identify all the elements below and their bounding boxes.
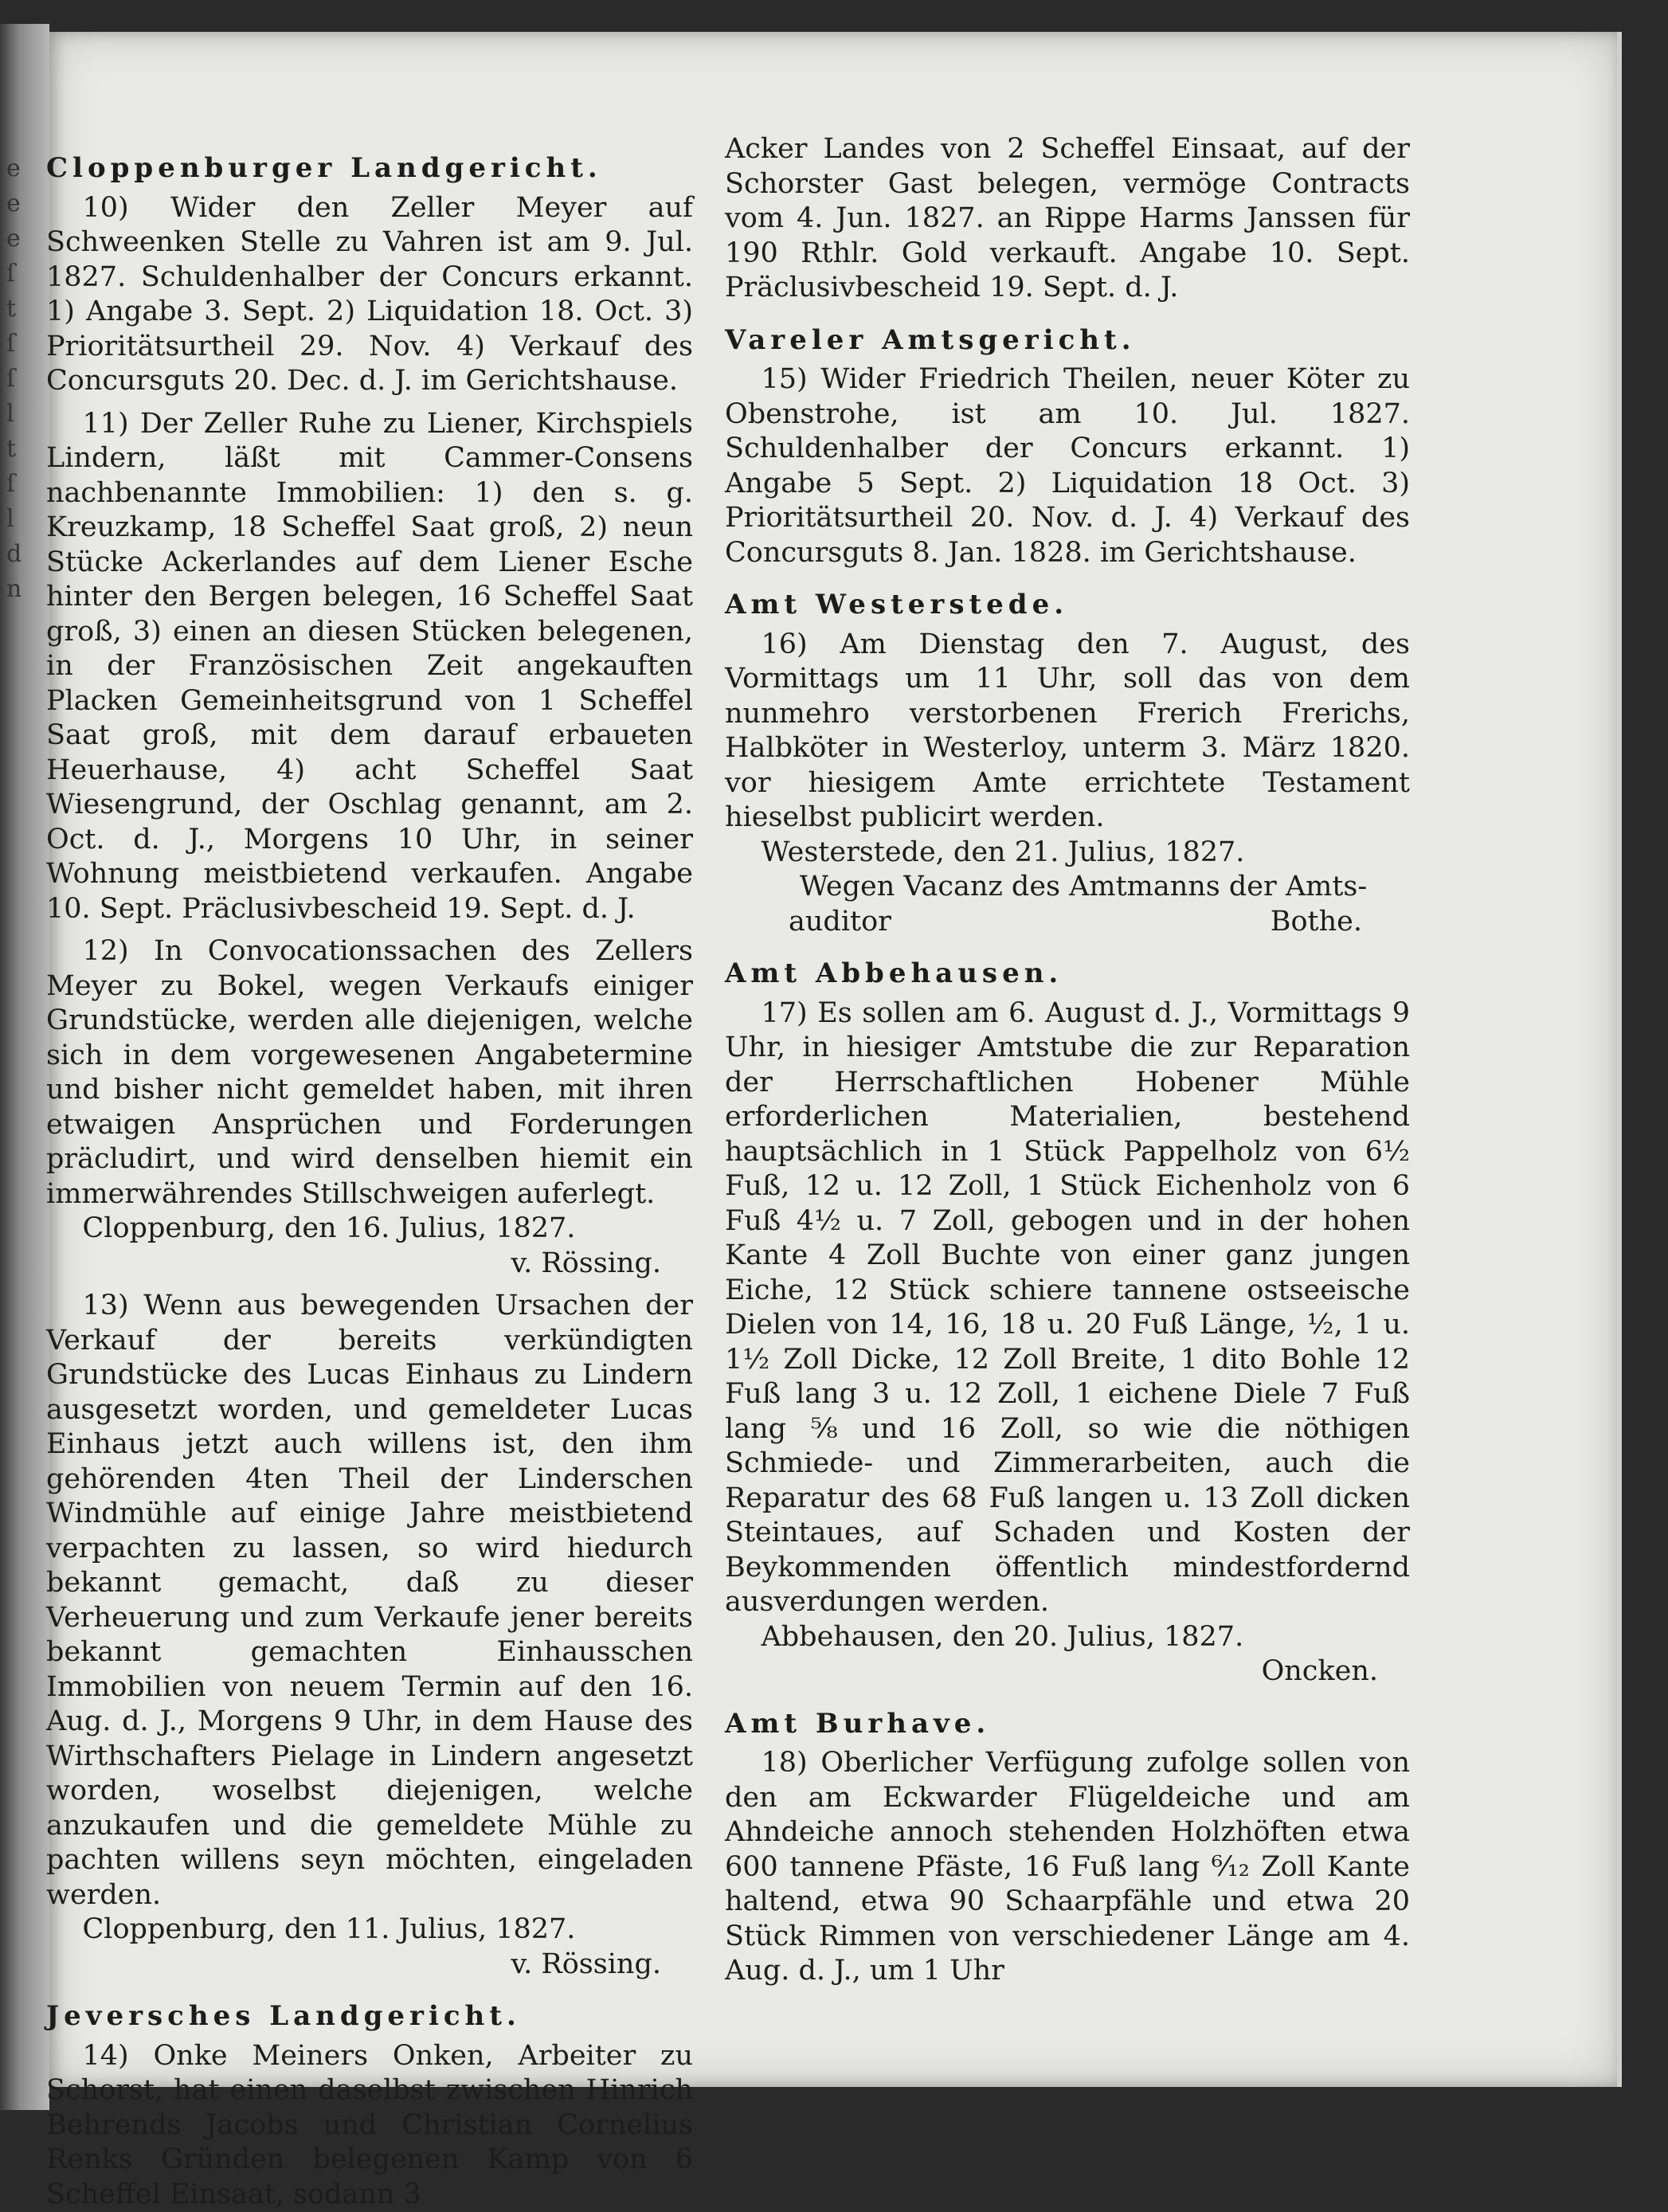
heading-burhave: Amt Burhave. (725, 1707, 1410, 1742)
notice-16-signature-row (725, 905, 1410, 940)
edge-letter: l (6, 502, 38, 537)
notice-17: 17) Es sollen am 6. August d. J., Vormittags 9 Uhr, in hiesiger Amtstube die zur Reparation der Herrschaftlichen Hobener Mühle erforderlichen Materialien, bestehend hauptsächlich in 1 Stück Pappelholz von 6½ Fuß, 12 u. 12 Zoll, 1 Stück Eichenholz von 6 Fuß 4½ u. 7 Zoll, gebogen und in der hohen Kante 4 Zoll Buchte von einer ganz jungen Eiche, 12 Stück schiere tannene ostseeische Dielen von 14, 16, 18 u. 20 Fuß Länge, ½, 1 u. 1½ Zoll Dicke, 12 Zoll Breite, 1 dito Bohle 12 Fuß lang 3 u. 12 Zoll, 1 eichene Diele 7 Fuß lang ⅝ und 16 Zoll, so wie die nöthigen Schmiede- und Zimmerarbeiten, auch die Reparatur des 68 Fuß langen u. 13 Zoll dicken Steintaues, auf Schaden und Kosten der Beykommenden öffentlich mindestfordernd ausverdungen werden. (725, 996, 1410, 1620)
edge-letter: e (6, 186, 38, 221)
heading-abbehausen: Amt Abbehausen. (725, 957, 1410, 992)
previous-page-edge (0, 24, 49, 2110)
notice-12-date: Cloppenburg, den 16. Julius, 1827. (46, 1212, 693, 1247)
document-page (49, 32, 1622, 2087)
edge-letter: d (6, 537, 38, 572)
edge-letter: ſ (6, 256, 38, 292)
notice-16: 16) Am Dienstag den 7. August, des Vormittags um 11 Uhr, soll das von dem nunmehro verstorbenen Frerich Frerichs, Halbköter in Westerloy, unterm 3. März 1820. vor hiesigem Amte errichtete Testament hieselbst publicirt werden. (725, 628, 1410, 836)
notice-13: 13) Wenn aus bewegenden Ursachen der Verkauf der bereits verkündigten Grundstücke des Lucas Einhaus zu Lindern ausgesetzt worden, und gemeldeter Lucas Einhaus jetzt auch willens ist, den ihm gehörenden 4ten Theil der Linderschen Windmühle auf einige Jahre meistbietend verpachten zu lassen, so wird hiedurch bekannt gemacht, daß zu dieser Verheuerung und zum Verkaufe jener bereits bekannt gemachten Einhausschen Immobilien von neuem Termin auf den 16. Aug. d. J., Morgens 9 Uhr, in dem Hause des Wirthschafters Pielage in Lindern angesetzt worden, woselbst diejenigen, welche anzukaufen und die gemeldete Mühle zu pachten willens seyn möchten, eingeladen werden. (46, 1289, 693, 1912)
edge-letter: ſ (6, 362, 38, 397)
heading-jever: Jeversches Landgericht. (46, 1999, 693, 2034)
heading-varel: Vareler Amtsgericht. (725, 323, 1410, 358)
previous-page-letters (6, 151, 38, 607)
notice-10: 10) Wider den Zeller Meyer auf Schweenken Stelle zu Vahren ist am 9. Jul. 1827. Schuldenhalber der Concurs erkannt. 1) Angabe 3. Sept. 2) Liquidation 18. Oct. 3) Prioritätsurtheil 29. Nov. 4) Verkauf des Concursguts 20. Dec. d. J. im Gerichtshause. (46, 191, 693, 399)
edge-letter: l (6, 397, 38, 432)
notice-16-signature-line: Wegen Vacanz des Amtmanns der Amts- (725, 870, 1410, 905)
notice-16-signature-role: auditor (789, 905, 891, 940)
edge-letter: ſ (6, 327, 38, 362)
notice-12-signature: v. Rössing. (46, 1247, 693, 1282)
notice-14: 14) Onke Meiners Onken, Arbeiter zu Schorst, hat einen daselbst zwischen Hinrich Behrends Jacobs und Christian Cornelius Renks Gründen belegenen Kamp von 6 Scheffel Einsaat, sodann 3 (46, 2039, 693, 2212)
notice-14-continued: Acker Landes von 2 Scheffel Einsaat, auf der Schorster Gast belegen, vermöge Contracts vom 4. Jun. 1827. an Rippe Harms Janssen für 190 Rthlr. Gold verkauft. Angabe 10. Sept. Präclusivbescheid 19. Sept. d. J. (725, 132, 1410, 306)
notice-17-signature: Oncken. (725, 1654, 1410, 1689)
left-column-content (46, 151, 693, 2212)
notice-12: 12) In Convocationssachen des Zellers Meyer zu Bokel, wegen Verkaufs einiger Grundstücke, werden alle diejenigen, welche sich in dem vorgewesenen Angabetermine und bisher nicht gemeldet haben, mit ihren etwaigen Ansprüchen und Forderungen präcludirt, und wird denselben hiemit ein immerwährendes Stillschweigen auferlegt. (46, 934, 693, 1212)
right-column (725, 132, 1410, 1989)
notice-16-date: Westerstede, den 21. Julius, 1827. (725, 836, 1410, 871)
edge-letter: t (6, 292, 38, 327)
edge-letter: t (6, 432, 38, 467)
heading-cloppenburg: Cloppenburger Landgericht. (46, 151, 693, 186)
notice-16-signature-name: Bothe. (1271, 905, 1362, 940)
edge-letter: ſ (6, 467, 38, 502)
notice-11: 11) Der Zeller Ruhe zu Liener, Kirchspiels Lindern, läßt mit Cammer-Consens nachbenannte Immobilien: 1) den s. g. Kreuzkamp, 18 Scheffel Saat groß, 2) neun Stücke Ackerlandes auf dem Liener Esche hinter den Bergen belegen, 16 Scheffel Saat groß, 3) einen an diesen Stücken belegenen, in der Französischen Zeit angekauften Placken Gemeinheitsgrund von 1 Scheffel Saat groß, mit dem darauf erbaueten Heuerhause, 4) acht Scheffel Saat Wiesengrund, der Oschlag genannt, am 2. Oct. d. J., Morgens 10 Uhr, in seiner Wohnung meistbietend verkaufen. Angabe 10. Sept. Präclusivbescheid 19. Sept. d. J. (46, 407, 693, 927)
edge-letter: e (6, 221, 38, 256)
edge-letter: n (6, 572, 38, 607)
heading-westerstede: Amt Westerstede. (725, 588, 1410, 623)
notice-13-signature: v. Rössing. (46, 1948, 693, 1983)
notice-13-date: Cloppenburg, den 11. Julius, 1827. (46, 1912, 693, 1948)
notice-17-date: Abbehausen, den 20. Julius, 1827. (725, 1620, 1410, 1655)
notice-18: 18) Oberlicher Verfügung zufolge sollen von den am Eckwarder Flügeldeiche und am Ahndeiche annoch stehenden Holzhöften etwa 600 tannene Pfäste, 16 Fuß lang ⁶⁄₁₂ Zoll Kante haltend, etwa 90 Schaarpfähle und etwa 20 Stück Rimmen von verschiedener Länge am 4. Aug. d. J., um 1 Uhr (725, 1746, 1410, 1989)
notice-15: 15) Wider Friedrich Theilen, neuer Köter zu Obenstrohe, ist am 10. Jul. 1827. Schuldenhalber der Concurs erkannt. 1) Angabe 5 Sept. 2) Liquidation 18 Oct. 3) Prioritätsurtheil 20. Nov. d. J. 4) Verkauf des Concursguts 8. Jan. 1828. im Gerichtshause. (725, 362, 1410, 570)
edge-letter: e (6, 151, 38, 186)
